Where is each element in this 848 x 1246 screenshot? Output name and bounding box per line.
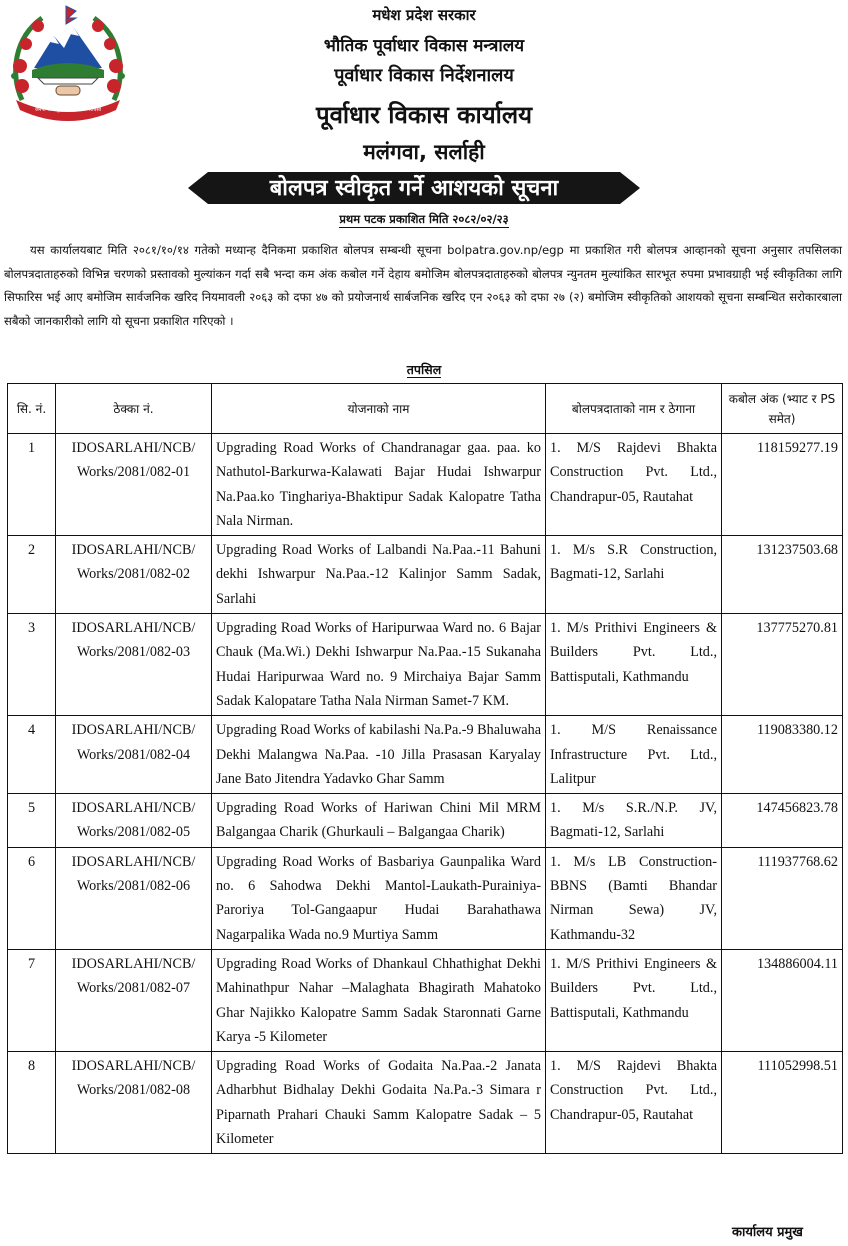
- table-row: [8, 949, 843, 1051]
- schedule-heading-text: तपसिल: [406, 362, 442, 377]
- col-header-sn: सि. नं.: [8, 384, 56, 434]
- cell-bid-amount: 119083380.12: [722, 716, 843, 794]
- cell-bidder: 1. M/S Rajdevi Bhakta Construction Pvt. Ltd., Chandrapur-05, Rautahat: [546, 434, 722, 536]
- cell-bidder: 1. M/S Prithivi Engineers & Builders Pvt. Ltd., Battisputali, Kathmandu: [546, 949, 722, 1051]
- cell-bid-amount: 134886004.11: [722, 949, 843, 1051]
- cell-sn: 7: [8, 949, 56, 1051]
- cell-sn: 8: [8, 1052, 56, 1154]
- table-row: [8, 1052, 843, 1154]
- directorate-name: पूर्वाधार विकास निर्देशनालय: [334, 65, 514, 86]
- schedule-heading: [0, 361, 848, 378]
- cell-contract-no: IDOSARLAHI/NCB/ Works/2081/082-03: [56, 614, 212, 716]
- ministry-name: भौतिक पूर्वाधार विकास मन्त्रालय: [323, 36, 525, 56]
- table-row: [8, 614, 843, 716]
- table-row: [8, 716, 843, 794]
- cell-bid-amount: 131237503.68: [722, 536, 843, 614]
- cell-project-name: Upgrading Road Works of Haripurwaa Ward no. 6 Bajar Chauk (Ma.Wi.) Dekhi Ishwarpur Na.Paa.-15 Sukanaha Hudai Haripurwaa Ward no. 9 Mirchaiya Bajar Samm Sadak Kalopatare Tatha Nala Nirman Samet-7 KM.: [212, 614, 546, 716]
- bid-table: [7, 383, 843, 1154]
- cell-project-name: Upgrading Road Works of Lalbandi Na.Paa.-11 Bahuni dekhi Ishwarpur Na.Paa.-12 Kalinjor Samm Sadak, Sarlahi: [212, 536, 546, 614]
- cell-contract-no: IDOSARLAHI/NCB/ Works/2081/082-07: [56, 949, 212, 1051]
- table-row: [8, 536, 843, 614]
- cell-bid-amount: 111052998.51: [722, 1052, 843, 1154]
- cell-project-name: Upgrading Road Works of Chandranagar gaa. paa. ko Nathutol-Barkurwa-Kalawati Bajar Hudai Ishwarpur Na.Paa.ko Tinghariya-Bhaktipur Sadak Kalopatre Tatha Nala Nirman.: [212, 434, 546, 536]
- cell-project-name: Upgrading Road Works of Hariwan Chini Mil MRM Balgangaa Charik (Ghurkauli – Balgangaa Charik): [212, 794, 546, 848]
- col-header-bidder: बोलपत्रदाताको नाम र ठेगाना: [546, 384, 722, 434]
- cell-bid-amount: 111937768.62: [722, 847, 843, 949]
- government-name: मधेश प्रदेश सरकार: [372, 6, 476, 24]
- notice-header: [0, 0, 848, 228]
- cell-project-name: Upgrading Road Works of kabilashi Na.Pa.-9 Bhaluwaha Dekhi Malangwa Na.Paa. -10 Jilla Prasasan Karyalay Jane Bato Jitendra Yadavko Ghar Samm: [212, 716, 546, 794]
- cell-sn: 3: [8, 614, 56, 716]
- cell-sn: 5: [8, 794, 56, 848]
- col-header-bid-amount: कबोल अंक (भ्याट र PS समेत): [722, 384, 843, 434]
- office-name: पूर्वाधार विकास कार्यालय: [315, 101, 533, 129]
- notice-body: यस कार्यालयबाट मिति २०८१/१०/१४ गतेको मध्यान्ह दैनिकमा प्रकाशित बोलपत्र सम्बन्धी सूचना bolpatra.gov.np/egp मा प्रकाशित गरी बोलपत्र आव्हानको सूचना अनुसार तपसिलका बोलपत्रदाताहरुको विभिन्न चरणको प्रस्तावको मुल्यांकन गर्दा सबै भन्दा कम अंक कबोल गर्ने देहाय बमोजिम बोलपत्रदाताहरुको बोलपत्र न्युनतम मुल्यांकित सारभूत रुपमा प्रभावग्राही भई स्वीकृतिका लागि सिफारिस भई आए बमोजिम सार्वजनिक खरिद नियमावली २०६३ को दफा ४७ को प्रयोजनार्थ सार्बजनिक खरिद एन २०६३ को दफा २७ (२) बमोजिम स्वीकृतिको आशयको सूचना सम्बन्धित सरोकारबाला सबैको जानकारीको लागि यो सूचना प्रकाशित गरिएको ।: [4, 243, 843, 328]
- cell-bidder: 1. M/s S.R Construction, Bagmati-12, Sarlahi: [546, 536, 722, 614]
- cell-project-name: Upgrading Road Works of Basbariya Gaunpalika Ward no. 6 Sahodwa Dekhi Mantol-Laukath-Purainiya-Paroriya Tol-Gangaapur Hudai Barahathawa Nagarpalika Wada no.9 Murtiya Samm: [212, 847, 546, 949]
- cell-contract-no: IDOSARLAHI/NCB/ Works/2081/082-08: [56, 1052, 212, 1154]
- cell-contract-no: IDOSARLAHI/NCB/ Works/2081/082-05: [56, 794, 212, 848]
- cell-bid-amount: 118159277.19: [722, 434, 843, 536]
- office-chief-signature: कार्यालय प्रमुख: [732, 1225, 803, 1240]
- cell-project-name: Upgrading Road Works of Dhankaul Chhathighat Dekhi Mahinathpur Nahar –Malaghata Bhagirath Mahatoko Ghar Najikko Kalopatre Samm Sadak Staronnati Garne Karya -5 Kilometer: [212, 949, 546, 1051]
- notice-title: बोलपत्र स्वीकृत गर्ने आशयको सूचना: [269, 176, 559, 201]
- cell-bidder: 1. M/S Renaissance Infrastructure Pvt. Ltd., Lalitpur: [546, 716, 722, 794]
- cell-contract-no: IDOSARLAHI/NCB/ Works/2081/082-02: [56, 536, 212, 614]
- cell-contract-no: IDOSARLAHI/NCB/ Works/2081/082-04: [56, 716, 212, 794]
- cell-sn: 6: [8, 847, 56, 949]
- cell-bid-amount: 147456823.78: [722, 794, 843, 848]
- cell-bidder: 1. M/s Prithivi Engineers & Builders Pvt. Ltd., Battisputali, Kathmandu: [546, 614, 722, 716]
- col-header-project-name: योजनाको नाम: [212, 384, 546, 434]
- publication-date: [0, 212, 848, 227]
- cell-bid-amount: 137775270.81: [722, 614, 843, 716]
- table-row: [8, 794, 843, 848]
- emblem-motto: जननी जन्मभूमिश्च स्वर्गादपि गरीयसी: [34, 107, 102, 113]
- cell-sn: 1: [8, 434, 56, 536]
- cell-contract-no: IDOSARLAHI/NCB/ Works/2081/082-06: [56, 847, 212, 949]
- publication-date-text: प्रथम पटक प्रकाशित मिति २०८२/०२/२३: [339, 212, 509, 226]
- cell-sn: 2: [8, 536, 56, 614]
- col-header-contract-no: ठेक्का नं.: [56, 384, 212, 434]
- table-row: [8, 434, 843, 536]
- cell-bidder: 1. M/s LB Construction-BBNS (Bamti Bhandar Nirman Sewa) JV, Kathmandu-32: [546, 847, 722, 949]
- cell-sn: 4: [8, 716, 56, 794]
- table-row: [8, 847, 843, 949]
- table-header-row: [8, 384, 843, 434]
- cell-contract-no: IDOSARLAHI/NCB/ Works/2081/082-01: [56, 434, 212, 536]
- cell-bidder: 1. M/S Rajdevi Bhakta Construction Pvt. Ltd., Chandrapur-05, Rautahat: [546, 1052, 722, 1154]
- notice-title-banner: [188, 170, 640, 206]
- cell-project-name: Upgrading Road Works of Godaita Na.Paa.-2 Janata Adharbhut Bidhalay Dekhi Godaita Na.Pa.-3 Simara r Piparnath Prahari Chauki Samm Kalopatre Sadak – 5 Kilometer: [212, 1052, 546, 1154]
- office-location: मलंगवा, सर्लाही: [363, 140, 485, 164]
- cell-bidder: 1. M/s S.R./N.P. JV, Bagmati-12, Sarlahi: [546, 794, 722, 848]
